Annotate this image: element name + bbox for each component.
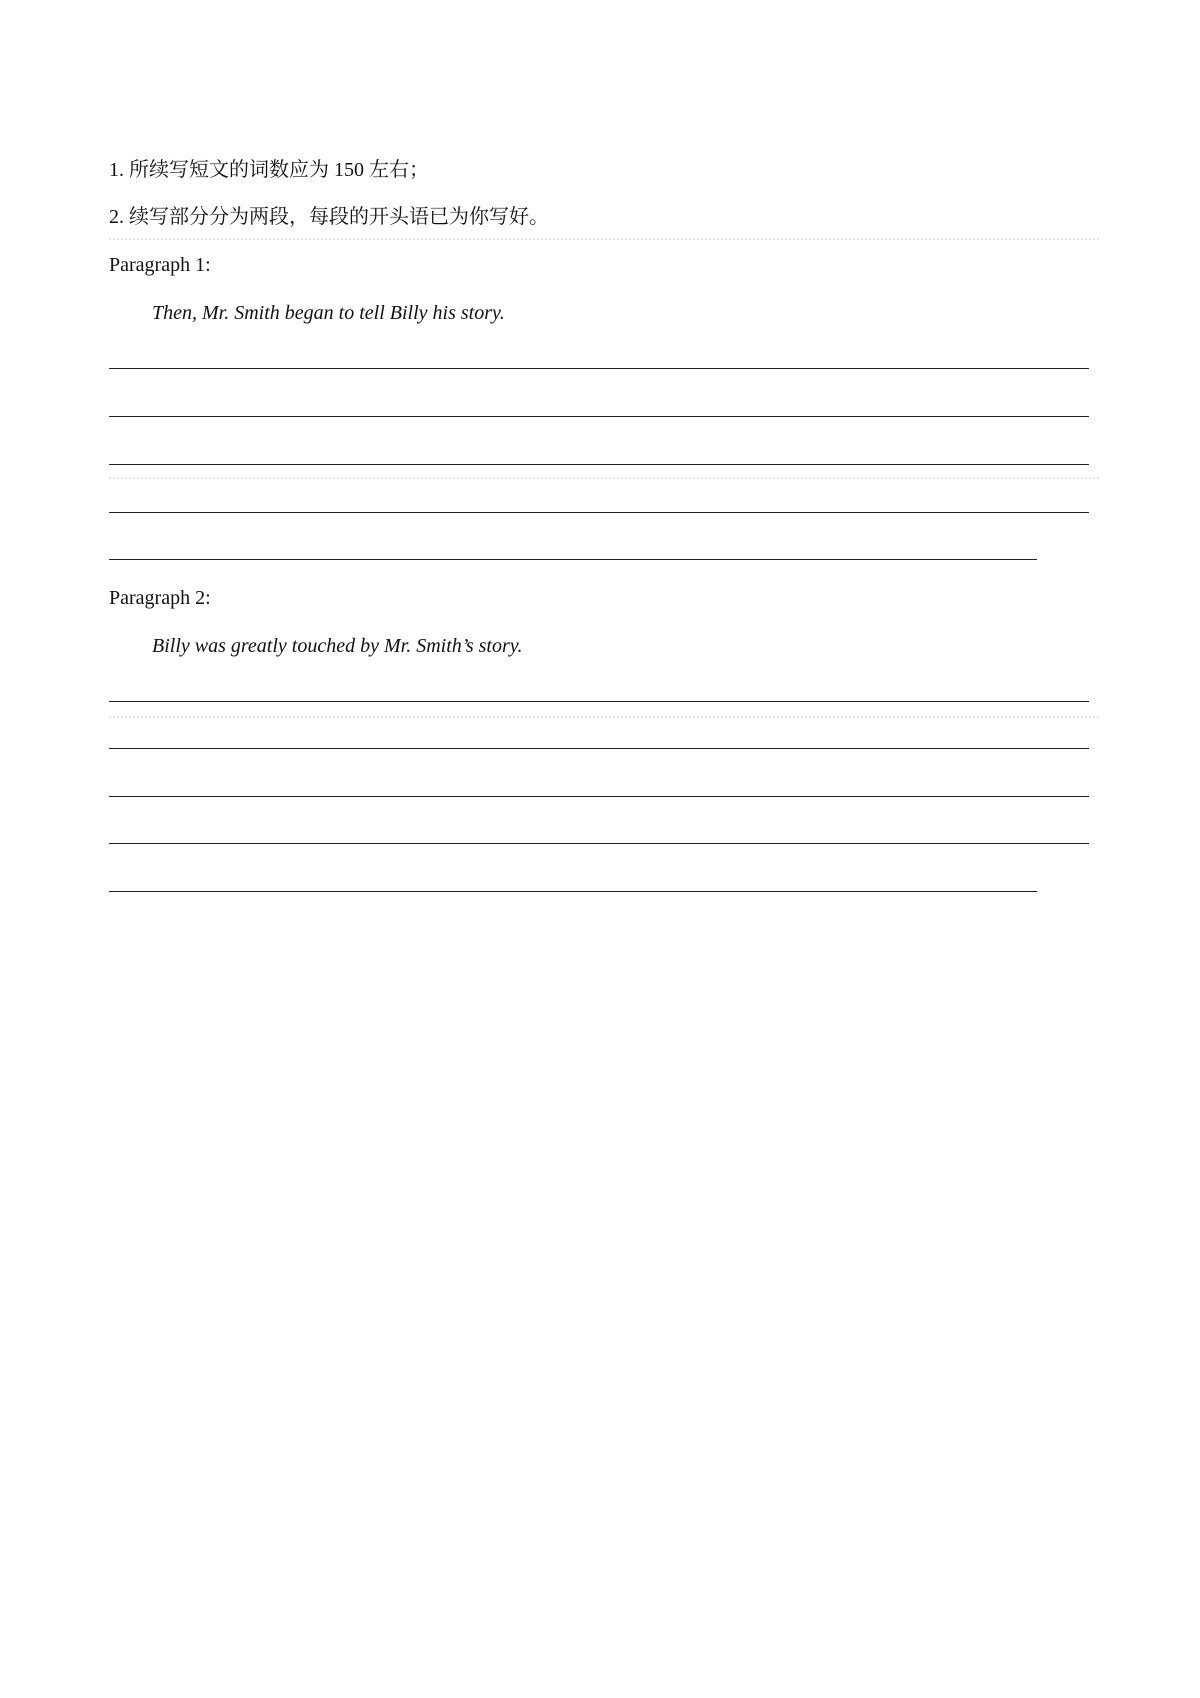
- answer-line[interactable]: [109, 748, 1089, 749]
- answer-line[interactable]: [109, 843, 1089, 844]
- instruction-2: 2. 续写部分分为两段，每段的开头语已为你写好。: [109, 206, 549, 228]
- paragraph-1-opening: Then, Mr. Smith began to tell Billy his story.: [152, 302, 505, 324]
- answer-line[interactable]: [109, 416, 1089, 417]
- answer-line[interactable]: [109, 512, 1089, 513]
- dotted-separator: [109, 238, 1099, 240]
- answer-line[interactable]: [109, 559, 1037, 560]
- dotted-separator: [109, 477, 1099, 479]
- answer-line[interactable]: [109, 368, 1089, 369]
- instruction-1: 1. 所续写短文的词数应为 150 左右；: [109, 159, 429, 181]
- paragraph-1-label: Paragraph 1:: [109, 254, 211, 276]
- answer-line[interactable]: [109, 796, 1089, 797]
- answer-line[interactable]: [109, 701, 1089, 702]
- paragraph-2-label: Paragraph 2:: [109, 587, 211, 609]
- dotted-separator: [109, 716, 1099, 718]
- answer-line[interactable]: [109, 464, 1089, 465]
- paragraph-2-opening: Billy was greatly touched by Mr. Smith’s story.: [152, 635, 523, 657]
- answer-line[interactable]: [109, 891, 1037, 892]
